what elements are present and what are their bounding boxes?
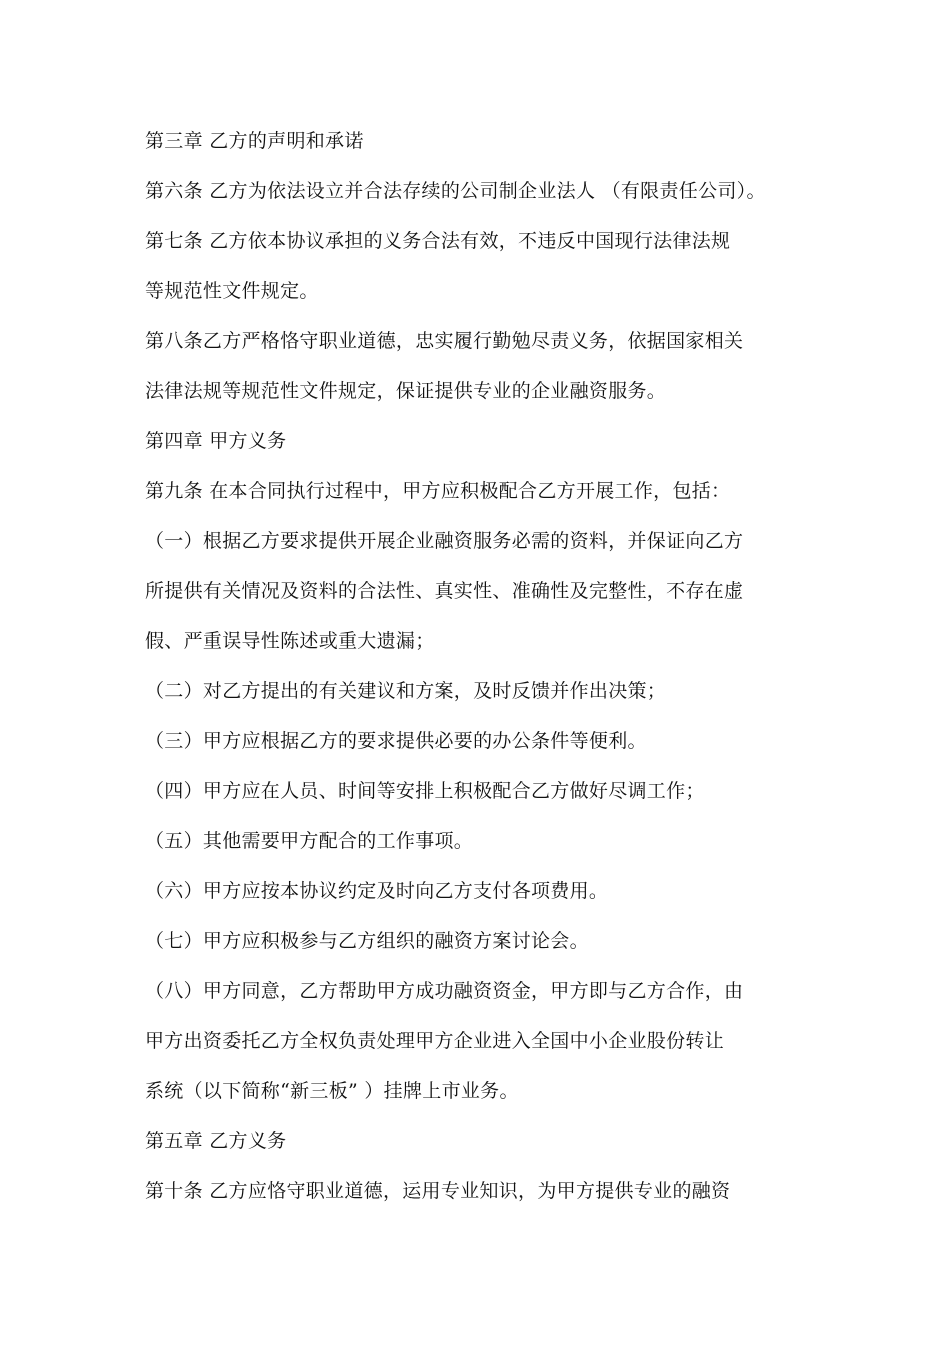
- article-7-line-2: 等规范性文件规定。: [145, 280, 319, 302]
- article-8-line-1: 第八条乙方严格恪守职业道德，忠实履行勤勉尽责义务，依据国家相关: [145, 330, 744, 352]
- item-1-line-2: 所提供有关情况及资料的合法性、真实性、准确性及完整性，不存在虚: [145, 580, 744, 602]
- item-6: （六）甲方应按本协议约定及时向乙方支付各项费用。: [145, 880, 609, 902]
- article-6: 第六条 乙方为依法设立并合法存续的公司制企业法人 （有限责任公司）。: [145, 180, 766, 202]
- item-1-line-1: （一）根据乙方要求提供开展企业融资服务必需的资料，并保证向乙方: [145, 530, 744, 552]
- item-8-line-2: 甲方出资委托乙方全权负责处理甲方企业进入全国中小企业股份转让: [145, 1030, 725, 1052]
- item-8-line-1: （八）甲方同意，乙方帮助甲方成功融资资金，甲方即与乙方合作，由: [145, 980, 744, 1002]
- chapter-5-heading: 第五章 乙方义务: [145, 1130, 287, 1152]
- item-1-line-3: 假、严重误导性陈述或重大遗漏；: [145, 630, 435, 652]
- article-9: 第九条 在本合同执行过程中，甲方应积极配合乙方开展工作，包括：: [145, 480, 731, 502]
- item-4: （四）甲方应在人员、时间等安排上积极配合乙方做好尽调工作；: [145, 780, 705, 802]
- article-10-line-1: 第十条 乙方应恪守职业道德，运用专业知识，为甲方提供专业的融资: [145, 1180, 731, 1202]
- item-5: （五）其他需要甲方配合的工作事项。: [145, 830, 474, 852]
- item-2: （二）对乙方提出的有关建议和方案，及时反馈并作出决策；: [145, 680, 667, 702]
- article-7-line-1: 第七条 乙方依本协议承担的义务合法有效，不违反中国现行法律法规: [145, 230, 731, 252]
- chapter-3-heading: 第三章 乙方的声明和承诺: [145, 130, 364, 152]
- article-8-line-2: 法律法规等规范性文件规定，保证提供专业的企业融资服务。: [145, 380, 667, 402]
- chapter-4-heading: 第四章 甲方义务: [145, 430, 287, 452]
- item-3: （三）甲方应根据乙方的要求提供必要的办公条件等便利。: [145, 730, 647, 752]
- item-8-line-3: 系统（以下简称“新三板” ）挂牌上市业务。: [145, 1080, 519, 1102]
- item-7: （七）甲方应积极参与乙方组织的融资方案讨论会。: [145, 930, 589, 952]
